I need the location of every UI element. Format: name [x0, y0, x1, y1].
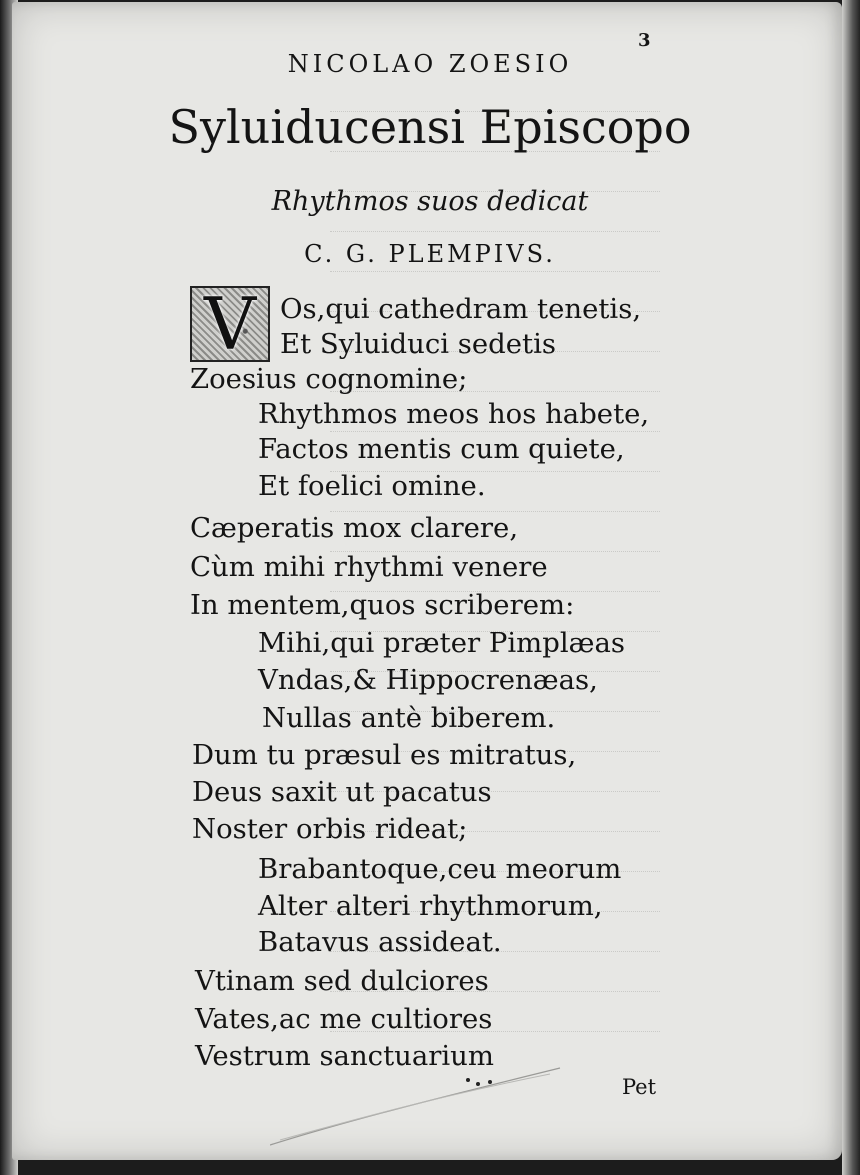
verse-line: Rhythmos meos hos habete,	[258, 398, 650, 430]
verse-line: Et foelici omine.	[258, 470, 486, 502]
verse-line: Cæperatis mox clarere,	[190, 512, 519, 544]
verse-line: Vestrum sanctuarium	[195, 1040, 494, 1072]
paper-scratch-mark	[270, 1060, 570, 1150]
verse-line: Et Syluiduci sedetis	[280, 328, 557, 360]
episcopal-see-heading: Syluiducensi Episcopo	[168, 100, 692, 154]
verse-line: Noster orbis rideat;	[192, 813, 468, 845]
decorated-initial	[190, 282, 270, 366]
verse-line: Deus saxit ut pacatus	[192, 776, 492, 808]
verse-line: Mihi,qui præter Pimplæas	[258, 627, 625, 659]
verse-line: Alter alteri rhythmorum,	[258, 890, 603, 922]
catchword: Pet	[622, 1075, 657, 1099]
author-line: C. G. PLEMPIVS.	[304, 240, 556, 268]
verse-line: Os,qui cathedram tenetis,	[280, 293, 642, 325]
verse-line: Batavus assideat.	[258, 926, 502, 958]
dedication-line: Rhythmos suos dedicat	[271, 186, 589, 217]
verse-line: Brabantoque,ceu meorum	[258, 853, 622, 885]
verse-line: Factos mentis cum quiete,	[258, 433, 625, 465]
verse-line: Nullas antè biberem.	[262, 702, 556, 734]
verse-line: In mentem,quos scriberem:	[190, 589, 575, 621]
verse-line: Cùm mihi rhythmi venere	[190, 551, 548, 583]
dedicatee-heading: NICOLAO ZOESIO	[287, 50, 573, 78]
verse-line: Vndas,& Hippocrenæas,	[258, 664, 598, 696]
page-number: 3	[638, 30, 651, 51]
verse-line: Vtinam sed dulciores	[195, 965, 489, 997]
page-edge	[842, 0, 860, 1175]
verse-line: Vates,ac me cultiores	[195, 1003, 493, 1035]
verse-line: Zoesius cognomine;	[190, 363, 468, 395]
verse-line: Dum tu præsul es mitratus,	[192, 739, 577, 771]
initial-letter: V	[204, 282, 256, 366]
